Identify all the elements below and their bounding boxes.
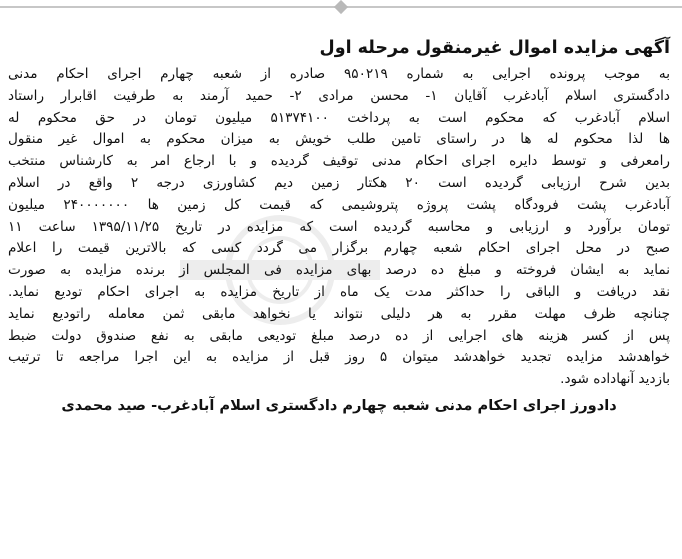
body-line: نقد دریافت و الباقی را حداکثر مدت یک ماه از تاریخ مزایده به اجرای احکام تودیع نماید. <box>8 283 670 300</box>
body-line: رامعرفی و توسط دایره اجرای احکام مدنی توقیف گردیده و با ارجاع امر به کارشناس منتخب <box>8 153 670 170</box>
notice-signature: دادورز اجرای احکام مدنی شعبه چهارم دادگستری اسلام آبادغرب- صید محمدی <box>61 396 617 414</box>
body-line: صبح در محل اجرای احکام شعبه چهارم برگزار می گردد کسی که بالاترین قیمت را اعلام <box>8 240 670 257</box>
notice-title: آگهی مزایده اموال غیرمنقول مرحله اول <box>319 38 670 58</box>
body-line: نماید به ایشان فروخته و مبلغ ده درصد بهای مزایده فی المجلس از برنده مزایده به صورت <box>8 262 670 279</box>
body-line: آبادغرب پشت فرودگاه پشت پروژه پتروشیمی که قیمت کل زمین ها ۲۴۰۰۰۰۰۰۰ میلیون <box>8 196 670 213</box>
divider-ornament <box>334 0 348 14</box>
auction-notice <box>8 36 670 417</box>
body-line: پس از کسر هزینه های اجرایی از ده درصد مبلغ تودیعی مابقی به نفع صندوق دولت ضبط <box>8 327 670 344</box>
body-line: به موجب پرونده اجرایی به شماره ۹۵۰۲۱۹ صادره از شعبه چهارم اجرای احکام مدنی <box>8 66 670 82</box>
notice-body <box>8 64 670 391</box>
body-line: بدین شرح ارزیابی گردیده است ۲۰ هکتار زمین دیم کشاورزی درجه ۲ واقع در اسلام <box>8 174 670 191</box>
body-line: تومان برآورد و ارزیابی و محاسبه گردیده است که مزایده در تاریخ ۱۳۹۵/۱۱/۲۵ ساعت ۱۱ <box>8 218 670 235</box>
body-line: بازدید آنهاداده شود. <box>560 371 670 388</box>
body-line: ها لذا محکوم له ها در راستای تامین طلب خویش به میزان محکوم به اموال غیر منقول <box>8 131 670 148</box>
body-line: اسلام آبادغرب که محکوم است به پرداخت ۵۱۳۷۴۱۰۰ میلیون تومان در حق محکوم له <box>8 109 671 126</box>
body-line: دادگستری اسلام آبادغرب آقایان ۱- محسن مرادی ۲- حمید آرمند به طرفیت اقابرار راستاد <box>8 87 670 104</box>
body-line: چنانچه ظرف مهلت مقرر به هر دلیلی نتواند یا نخواهد مابقی ثمن معامله راتودیع نماید <box>8 305 670 322</box>
body-line: خواهدشد مزایده تجدید خواهدشد میتوان ۵ روز قبل از مزایده به این اجرا مراجعه تا ترتیب <box>8 349 670 366</box>
